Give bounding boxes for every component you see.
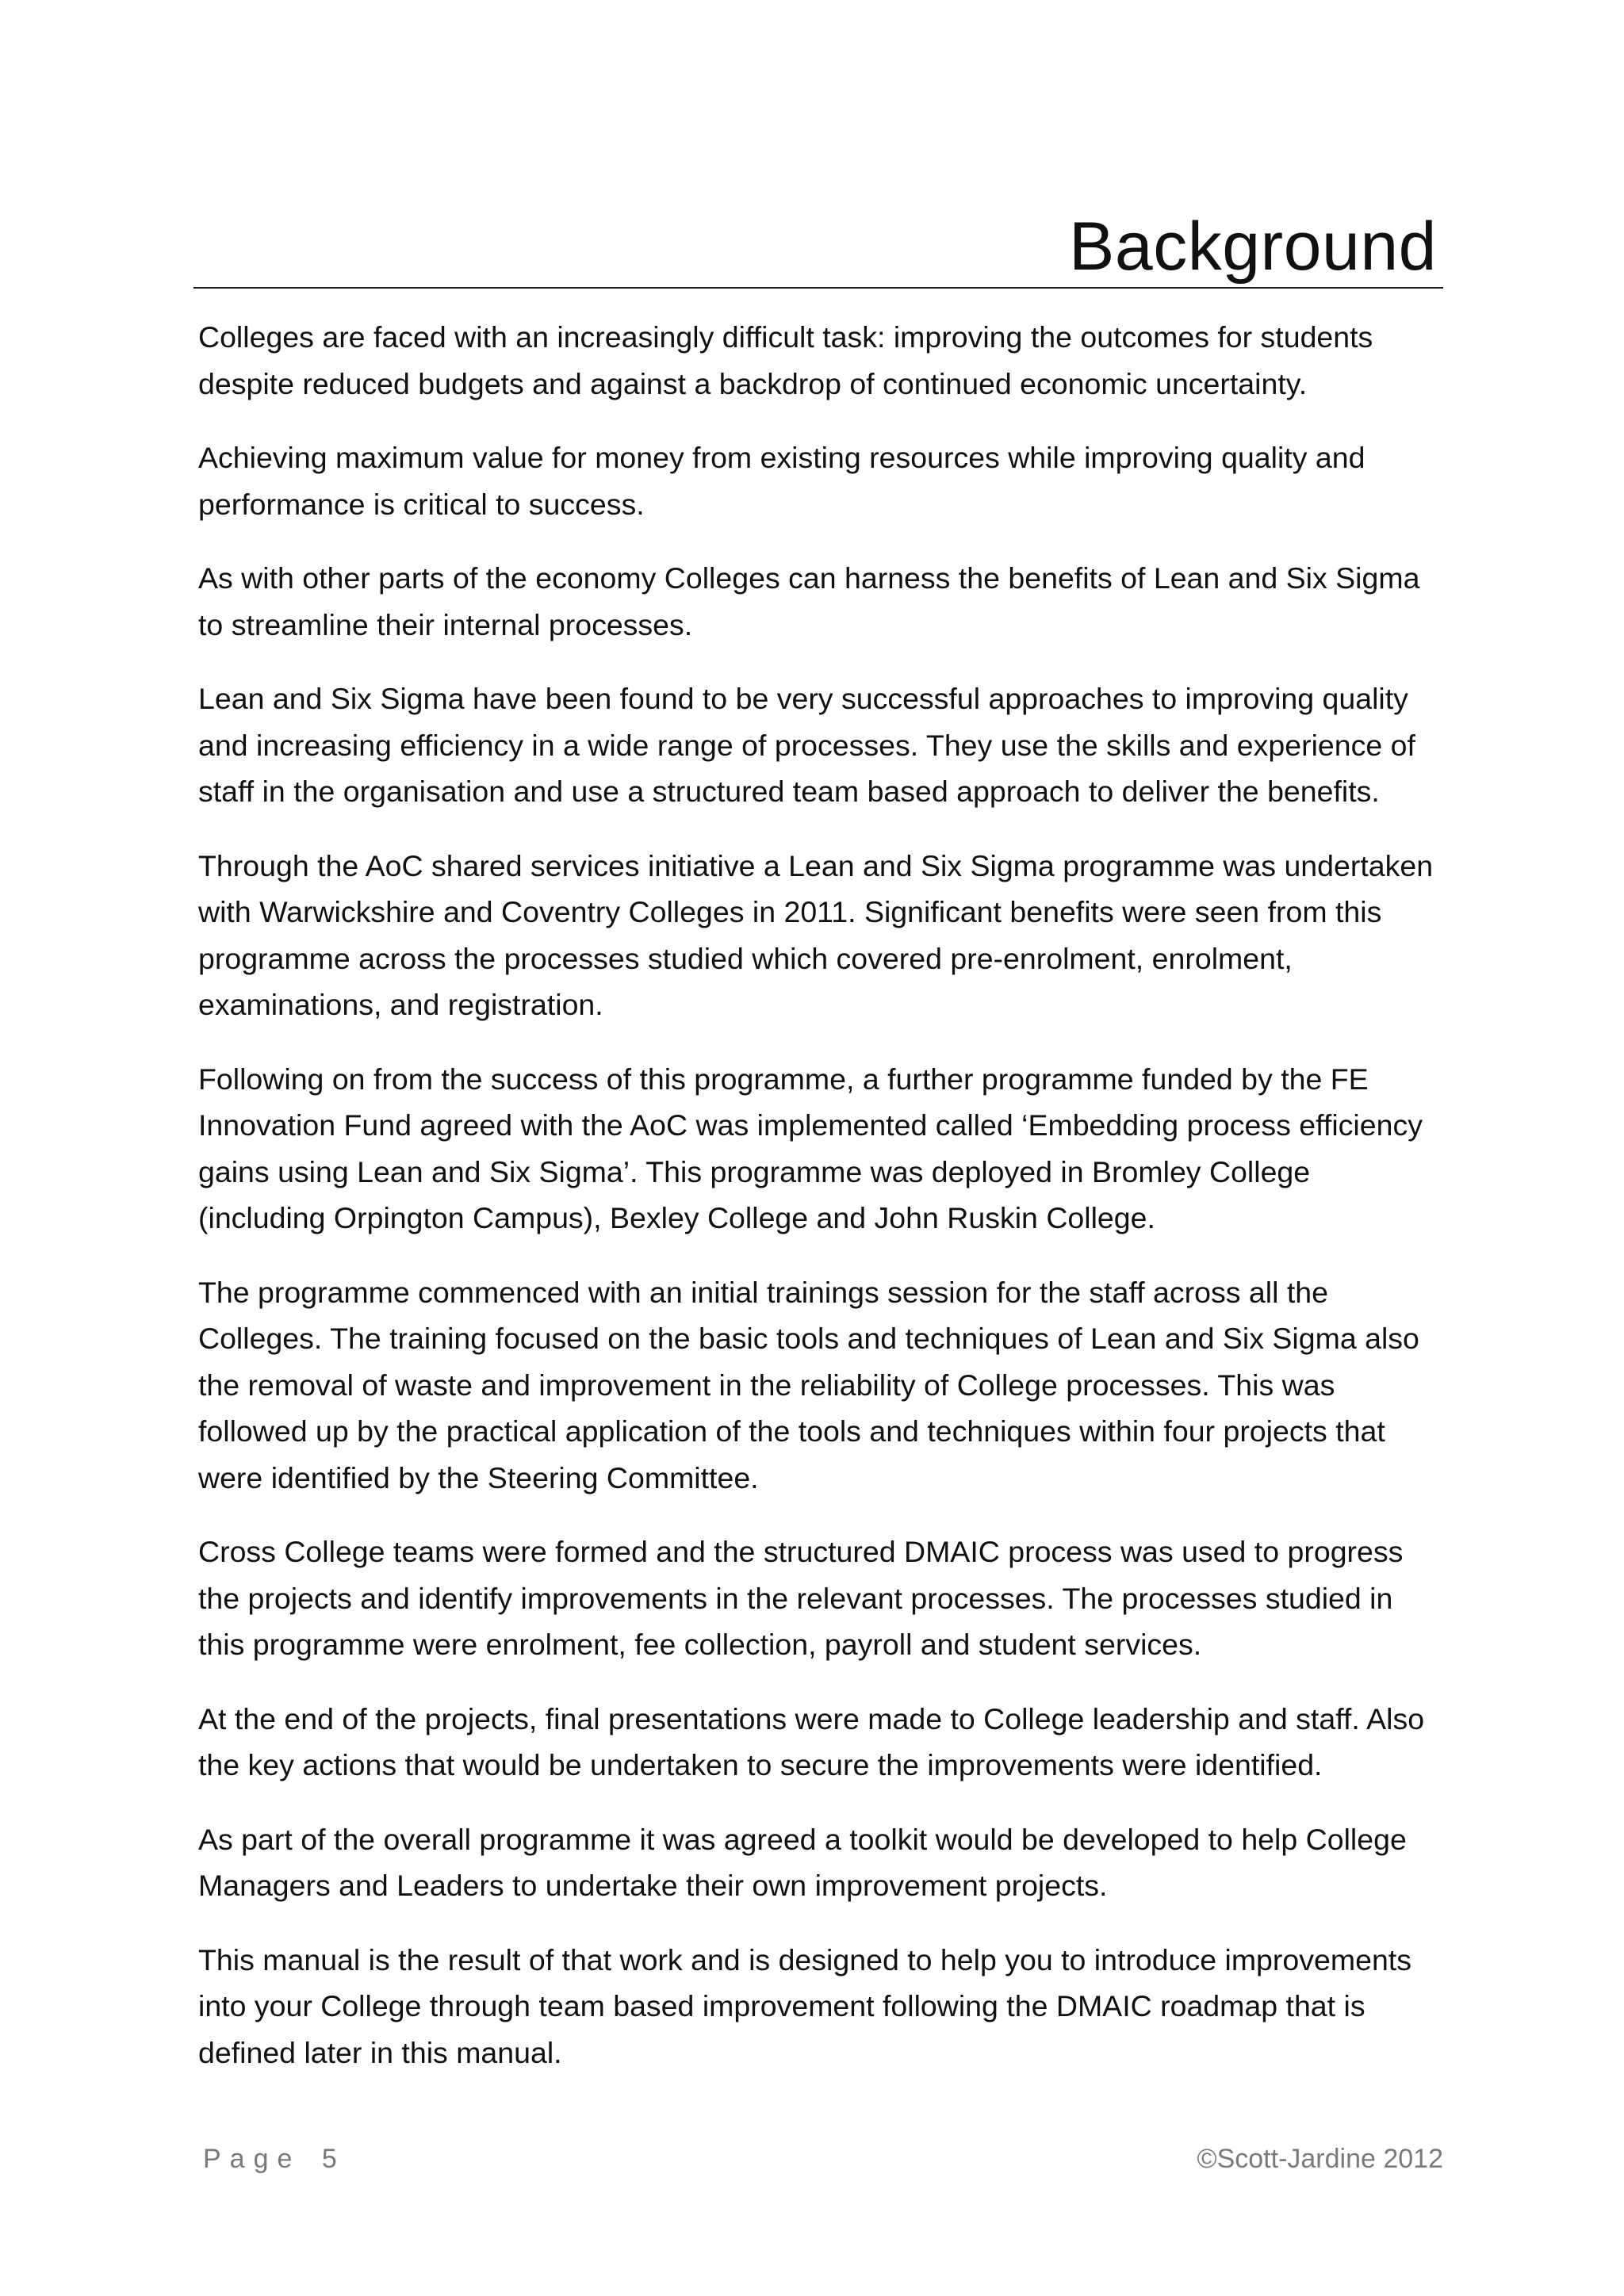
page-footer bbox=[203, 2144, 1443, 2182]
page-indicator bbox=[203, 2144, 346, 2175]
page-title: Background bbox=[1069, 209, 1437, 285]
paragraph-2: Achieving maximum value for money from existing resources while improving quality and performance is critical to success. bbox=[198, 441, 1365, 521]
paragraph-1: Colleges are faced with an increasingly difficult task: improving the outcomes for students despite reduced budgets and against a backdrop of continued economic uncertainty. bbox=[198, 320, 1373, 400]
paragraph-11: This manual is the result of that work and is designed to help you to introduce improvements into your College through team based improvement following the DMAIC roadmap that is defined later in this manual. bbox=[198, 1942, 1411, 2069]
paragraph-4: Lean and Six Sigma have been found to be very successful approaches to improving quality and increasing efficiency in a wide range of processes. They use the skills and experience of staff in the organisation and use a structured team based approach to deliver the benefits. bbox=[198, 682, 1415, 808]
paragraph-5: Through the AoC shared services initiative a Lean and Six Sigma programme was undertaken with Warwickshire and Coventry Colleges in 2011. Significant benefits were seen from this programme across the processes studied which covered pre-enrolment, enrolment, examinations, and registration. bbox=[198, 848, 1434, 1021]
page-label: Page bbox=[203, 2144, 301, 2174]
paragraph-7: The programme commenced with an initial trainings session for the staff across all the Colleges. The training focused on the basic tools and techniques of Lean and Six Sigma also the removal of waste and improvement in the reliability of College processes. This was followed up by the practical application of the tools and techniques within four projects that were identified by the Steering Committee. bbox=[198, 1275, 1419, 1494]
paragraph-6: Following on from the success of this programme, a further programme funded by the FE Innovation Fund agreed with the AoC was implemented called ‘Embedding process efficiency gains using Lean and Six Sigma’. This programme was deployed in Bromley College (including Orpington Campus), Bexley College and John Ruskin College. bbox=[198, 1062, 1423, 1234]
page-header bbox=[193, 198, 1443, 289]
body-text bbox=[198, 314, 1443, 2103]
paragraph-10: As part of the overall programme it was agreed a toolkit would be developed to help College Managers and Leaders to undertake their own improvement projects. bbox=[198, 1822, 1407, 1902]
paragraph-8: Cross College teams were formed and the structured DMAIC process was used to progress the projects and identify improvements in the relevant processes. The processes studied in this programme were enrolment, fee collection, payroll and student services. bbox=[198, 1535, 1404, 1661]
paragraph-9: At the end of the projects, final presentations were made to College leadership and staff. Also the key actions that would be undertaken to secure the improvements were identified. bbox=[198, 1701, 1425, 1781]
copyright-notice: ©Scott-Jardine 2012 bbox=[1197, 2144, 1443, 2174]
page-number: 5 bbox=[321, 2144, 346, 2174]
paragraph-3: As with other parts of the economy Colleges can harness the benefits of Lean and Six Sigma to streamline their internal processes. bbox=[198, 561, 1420, 641]
